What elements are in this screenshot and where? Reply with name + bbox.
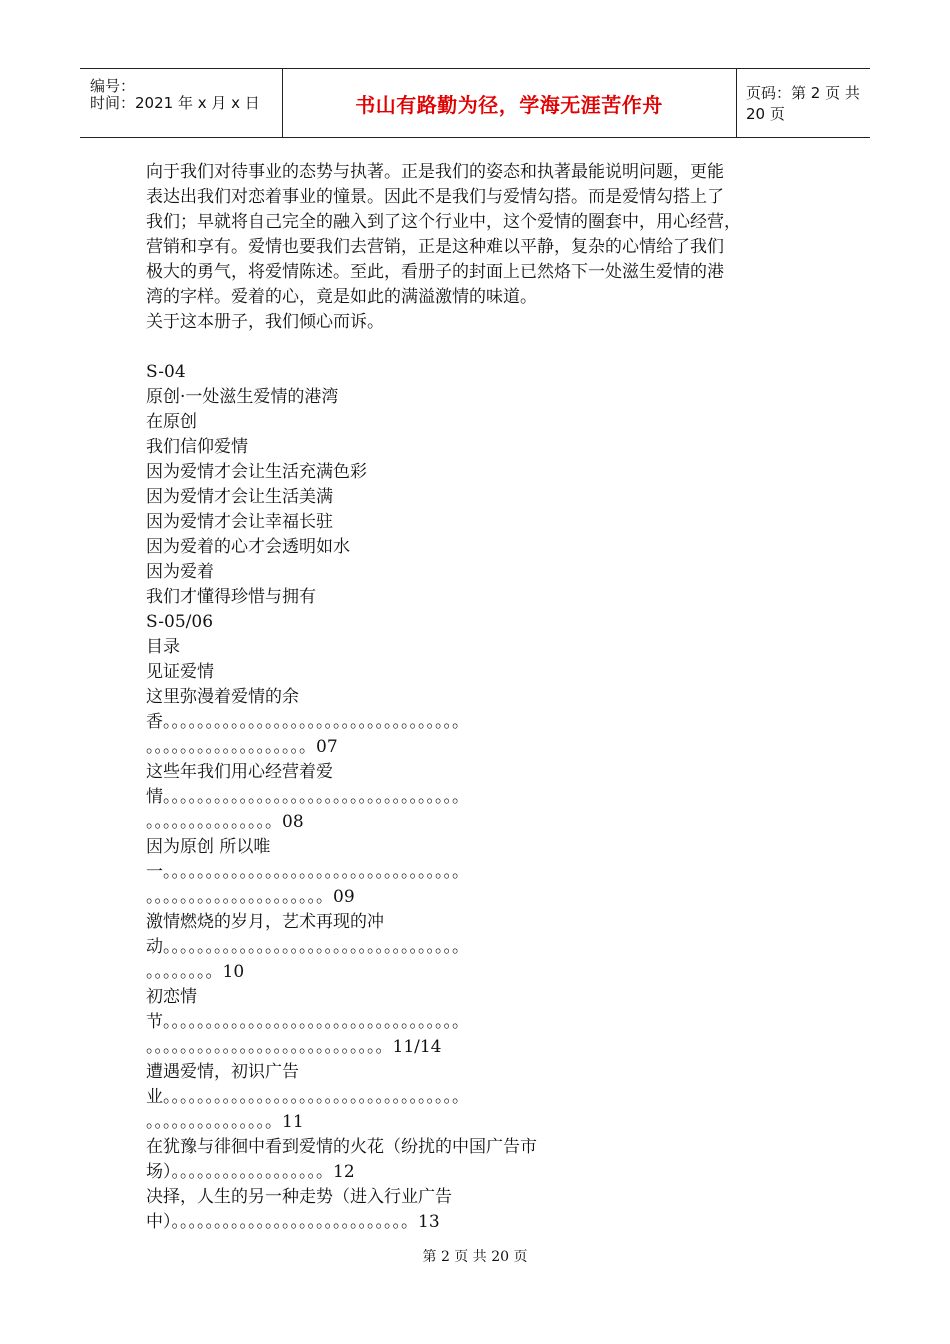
toc-line: 业。。。。。。。。。。。。。。。。。。。。。。。。。。。。。。。。。。。 — [146, 1087, 469, 1107]
toc-line: 一。。。。。。。。。。。。。。。。。。。。。。。。。。。。。。。。。。。 — [146, 862, 469, 882]
page-footer: 第 2 页 共 20 页 — [422, 1249, 528, 1265]
toc-line: 。。。。。。。。。。。。。。。11 — [146, 1112, 304, 1132]
section-line: 我们才懂得珍惜与拥有 — [146, 587, 316, 607]
paragraph-line: 我们；早就将自己完全的融入到了这个行业中，这个爱情的圈套中，用心经营， — [146, 212, 741, 232]
section-line: 因为爱着的心才会透明如水 — [146, 537, 350, 557]
header-meta — [80, 69, 283, 137]
number-label: 编号： — [90, 77, 136, 95]
document-body — [146, 160, 806, 1235]
toc-line: 因为原创 所以唯 — [146, 837, 271, 857]
table-of-contents — [146, 685, 806, 1235]
paragraph-line: 向于我们对待事业的态势与执著。正是我们的姿态和执著最能说明问题，更能 — [146, 162, 724, 182]
toc-line: 动。。。。。。。。。。。。。。。。。。。。。。。。。。。。。。。。。。。 — [146, 937, 469, 957]
section-line: 在原创 — [146, 412, 197, 432]
header-motto: 书山有路勤为径，学海无涯苦作舟 — [355, 92, 663, 117]
toc-line: 中）。。。。。。。。。。。。。。。。。。。。。。。。。。。。13 — [146, 1212, 440, 1232]
paragraph-line: 营销和享有。爱情也要我们去营销，正是这种难以平静，复杂的心情给了我们 — [146, 237, 724, 257]
toc-line: 决择，人生的另一种走势（进入行业广告 — [146, 1187, 452, 1207]
toc-line: 初恋情 — [146, 987, 197, 1007]
toc-line: 在犹豫与徘徊中看到爱情的火花（纷扰的中国广告市 — [146, 1137, 537, 1157]
toc-line: 激情燃烧的岁月，艺术再现的冲 — [146, 912, 384, 932]
paragraph-line: 极大的勇气，将爱情陈述。至此，看册子的封面上已然烙下一处滋生爱情的港 — [146, 262, 724, 282]
page-header — [80, 68, 870, 138]
section-line: 见证爱情 — [146, 662, 214, 682]
paragraph-line: 湾的字样。爱着的心，竟是如此的满溢激情的味道。 — [146, 287, 537, 307]
header-page-info: 页码：第 2 页 共 20 页 — [746, 84, 860, 123]
toc-line: 。。。。。。。。10 — [146, 962, 245, 982]
section-line: S-05/06 — [146, 612, 214, 632]
header-page-info-cell — [736, 69, 880, 137]
paragraph-line: 表达出我们对恋着事业的憧景。因此不是我们与爱情勾搭。而是爱情勾搭上了 — [146, 187, 724, 207]
section-line: 原创·一处滋生爱情的港湾 — [146, 387, 339, 407]
section-line: 因为爱情才会让幸福长驻 — [146, 512, 333, 532]
section-line: S-04 — [146, 362, 186, 382]
toc-line: 香。。。。。。。。。。。。。。。。。。。。。。。。。。。。。。。。。。。 — [146, 712, 469, 732]
toc-line: 这里弥漫着爱情的余 — [146, 687, 299, 707]
time-label: 时间：2021 年 x 月 x 日 — [90, 94, 260, 112]
spacer — [146, 335, 806, 360]
section-line: 因为爱着 — [146, 562, 214, 582]
toc-line: 遭遇爱情，初识广告 — [146, 1062, 299, 1082]
toc-line: 。。。。。。。。。。。。。。。08 — [146, 812, 304, 832]
section-s04 — [146, 360, 806, 685]
toc-line: 。。。。。。。。。。。。。。。。。。。。。。。。。。。。11/14 — [146, 1037, 442, 1057]
section-line: 因为爱情才会让生活充满色彩 — [146, 462, 367, 482]
toc-line: 。。。。。。。。。。。。。。。。。。。07 — [146, 737, 338, 757]
section-line: 因为爱情才会让生活美满 — [146, 487, 333, 507]
section-line: 目录 — [146, 637, 180, 657]
toc-line: 节。。。。。。。。。。。。。。。。。。。。。。。。。。。。。。。。。。。 — [146, 1012, 469, 1032]
toc-line: 情。。。。。。。。。。。。。。。。。。。。。。。。。。。。。。。。。。。 — [146, 787, 469, 807]
toc-line: 这些年我们用心经营着爱 — [146, 762, 333, 782]
toc-line: 。。。。。。。。。。。。。。。。。。。。。09 — [146, 887, 355, 907]
paragraph-line: 关于这本册子，我们倾心而诉。 — [146, 312, 384, 332]
section-line: 我们信仰爱情 — [146, 437, 248, 457]
header-motto-cell — [282, 69, 737, 137]
toc-line: 场）。。。。。。。。。。。。。。。。。。12 — [146, 1162, 355, 1182]
intro-paragraph — [146, 160, 806, 335]
